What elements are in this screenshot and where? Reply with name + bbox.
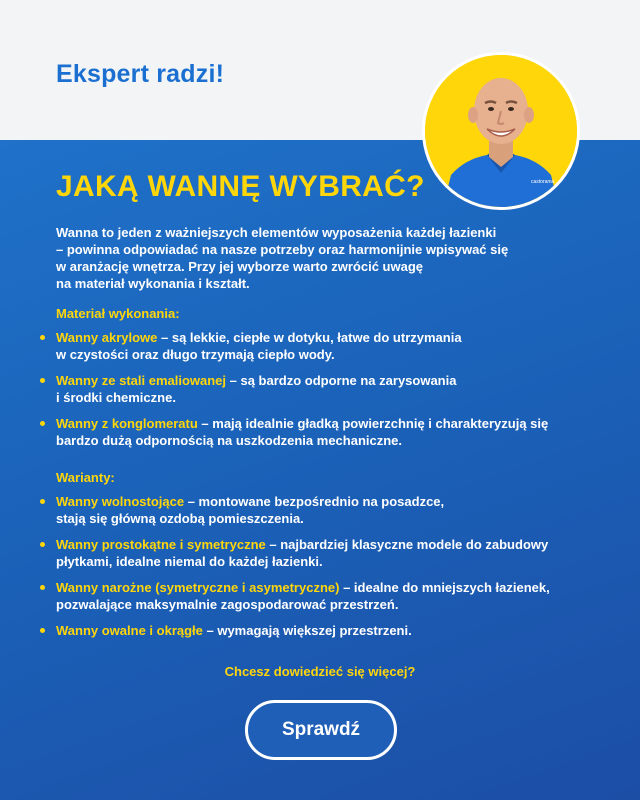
list-item: [40, 536, 600, 570]
list-item: [40, 329, 600, 363]
list-item-desc: – najbardziej klasyczne modele do zabudowy: [265, 537, 549, 552]
intro-line: Wanna to jeden z ważniejszych elementów wyposażenia każdej łazienki: [56, 225, 497, 240]
shirt-logo: castorama: [531, 179, 555, 185]
variants-list: [40, 493, 600, 648]
list-item-desc: płytkami, idealne niemal do każdej łazienki.: [56, 554, 323, 569]
bullet-icon: [40, 335, 45, 340]
brand-title: Ekspert radzi!: [56, 60, 225, 88]
list-item: [40, 579, 600, 613]
section-label-variants: Warianty:: [56, 470, 115, 485]
list-item-desc: w czystości oraz długo trzymają ciepło wody.: [56, 347, 335, 362]
list-item-desc: – montowane bezpośrednio na posadzce,: [184, 494, 445, 509]
list-item-desc: i środki chemiczne.: [56, 390, 176, 405]
list-item-desc: – są bardzo odporne na zarysowania: [226, 373, 457, 388]
list-item-desc: – mają idealnie gładką powierzchnię i charakteryzują się: [197, 416, 549, 431]
list-item-term: Wanny wolnostojące: [56, 494, 185, 509]
list-item-desc: bardzo dużą odpornością na uszkodzenia mechaniczne.: [56, 433, 403, 448]
list-item-desc: – wymagają większej przestrzeni.: [202, 623, 412, 638]
list-item-desc: stają się główną ozdobą pomieszczenia.: [56, 511, 304, 526]
list-item: [40, 622, 600, 639]
list-item-term: Wanny akrylowe: [56, 330, 158, 345]
list-item: [40, 372, 600, 406]
section-label-material: Materiał wykonania:: [56, 306, 180, 321]
check-button[interactable]: Sprawdź: [245, 700, 397, 760]
bullet-icon: [40, 378, 45, 383]
bullet-icon: [40, 628, 45, 633]
list-item-desc: pozwalające maksymalnie zagospodarować przestrzeń.: [56, 597, 399, 612]
material-list: [40, 329, 600, 458]
intro-text: [56, 224, 536, 292]
list-item-term: Wanny ze stali emaliowanej: [56, 373, 227, 388]
list-item-term: Wanny narożne (symetryczne i asymetryczne): [56, 580, 340, 595]
list-item-desc: – idealne do mniejszych łazienek,: [339, 580, 550, 595]
list-item: [40, 415, 600, 449]
expert-portrait-icon: [425, 55, 577, 207]
list-item-term: Wanny prostokątne i symetryczne: [56, 537, 266, 552]
expert-avatar: [422, 52, 580, 210]
list-item: [40, 493, 600, 527]
bullet-icon: [40, 585, 45, 590]
page-title: JAKĄ WANNĘ WYBRAĆ?: [56, 170, 425, 203]
list-item-term: Wanny z konglomeratu: [56, 416, 198, 431]
intro-line: na materiał wykonania i kształt.: [56, 276, 250, 291]
bullet-icon: [40, 421, 45, 426]
list-item-desc: – są lekkie, ciepłe w dotyku, łatwe do utrzymania: [157, 330, 462, 345]
cta-question: Chcesz dowiedzieć się więcej?: [224, 664, 416, 679]
list-item-term: Wanny owalne i okrągłe: [56, 623, 203, 638]
bullet-icon: [40, 542, 45, 547]
bullet-icon: [40, 499, 45, 504]
intro-line: w aranżację wnętrza. Przy jej wyborze warto zwrócić uwagę: [56, 259, 424, 274]
intro-line: – powinna odpowiadać na nasze potrzeby oraz harmonijnie wpisywać się: [56, 242, 509, 257]
